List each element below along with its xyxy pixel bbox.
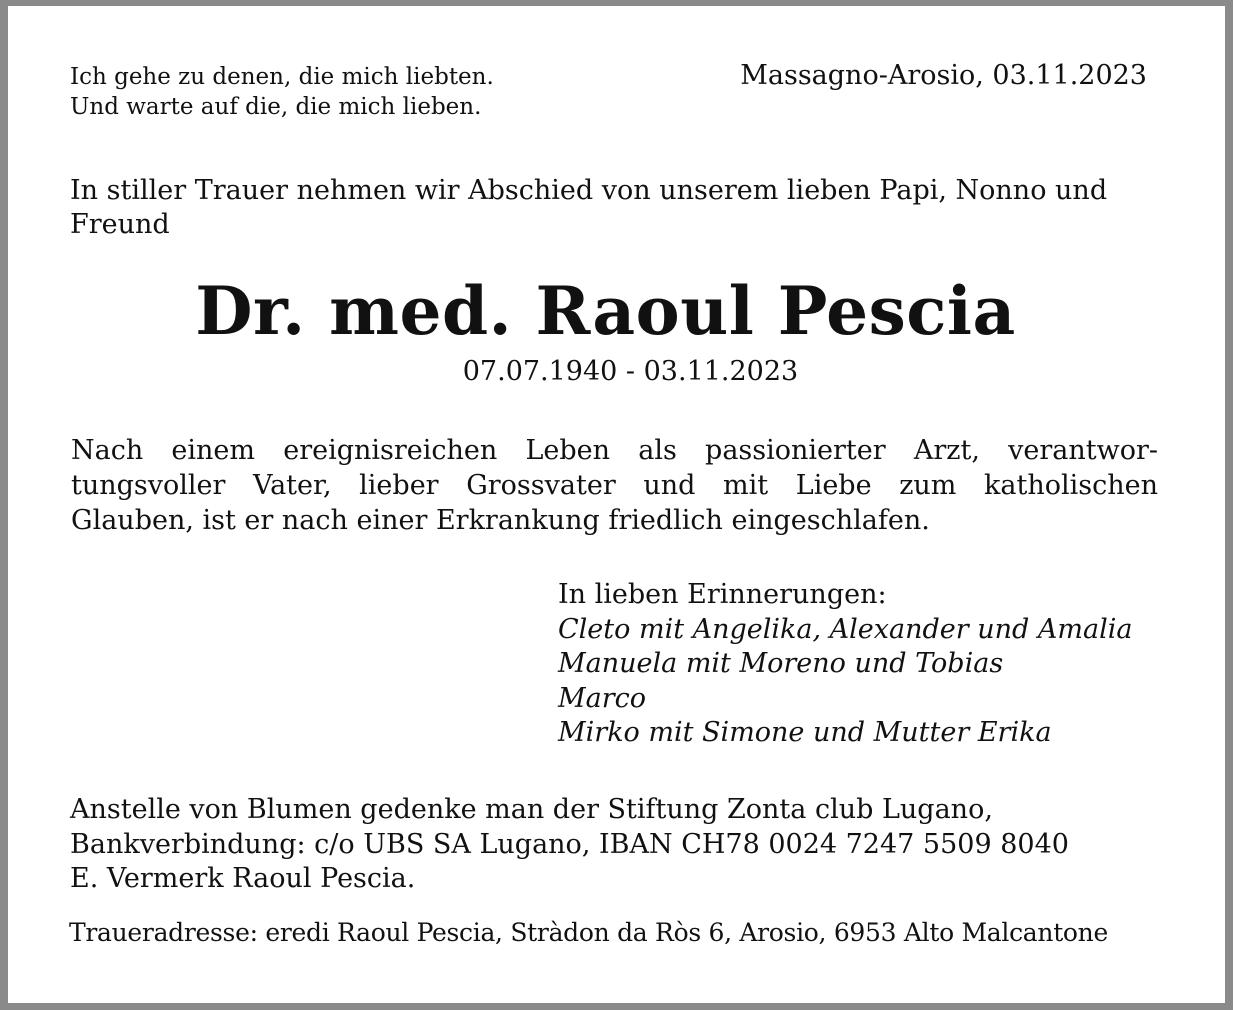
motto	[70, 62, 494, 122]
donation-line-2: Bankverbindung: c/o UBS SA Lugano, IBAN CH78 0024 7247 5509 8040	[70, 828, 1069, 860]
intro-text: In stiller Trauer nehmen wir Abschied von unserem lieben Papi, Nonno und Freund	[70, 175, 1108, 240]
place-date: Massagno-Arosio, 03.11.2023	[740, 60, 1147, 91]
biography-line-1: Nach einem ereignisreichen Leben als passionierter Arzt, verantwor-	[71, 435, 1158, 466]
donation-line-3: E. Vermerk Raoul Pescia.	[70, 863, 416, 894]
mourner-entry: Marco	[558, 682, 647, 714]
biography-line-2: tungsvoller Vater, lieber Grossvater und mit Liebe zum katholischen	[71, 470, 1158, 501]
motto-line-1: Ich gehe zu denen, die mich liebten.	[70, 64, 494, 90]
life-dates: 07.07.1940 - 03.11.2023	[462, 356, 799, 387]
mourners-list	[558, 578, 1132, 751]
biography	[71, 433, 1158, 538]
mourner-entry: Mirko mit Simone und Mutter Erika	[558, 717, 1052, 748]
mourner-entry: Cleto mit Angelika, Alexander und Amalia	[558, 613, 1133, 645]
biography-line-3: Glauben, ist er nach einer Erkrankung friedlich eingeschlafen.	[71, 505, 930, 536]
donation-note	[70, 793, 1069, 897]
donation-line-1: Anstelle von Blumen gedenke man der Stiftung Zonta club Lugano,	[70, 794, 993, 825]
deceased-name: Dr. med. Raoul Pescia	[195, 272, 1016, 350]
mourners-heading: In lieben Erinnerungen:	[558, 579, 887, 610]
mourner-entry: Manuela mit Moreno und Tobias	[558, 648, 1004, 679]
mourning-address: Traueradresse: eredi Raoul Pescia, Stràdon da Ròs 6, Arosio, 6953 Alto Malcantone	[69, 918, 1108, 947]
motto-line-2: Und warte auf die, die mich lieben.	[70, 94, 482, 120]
